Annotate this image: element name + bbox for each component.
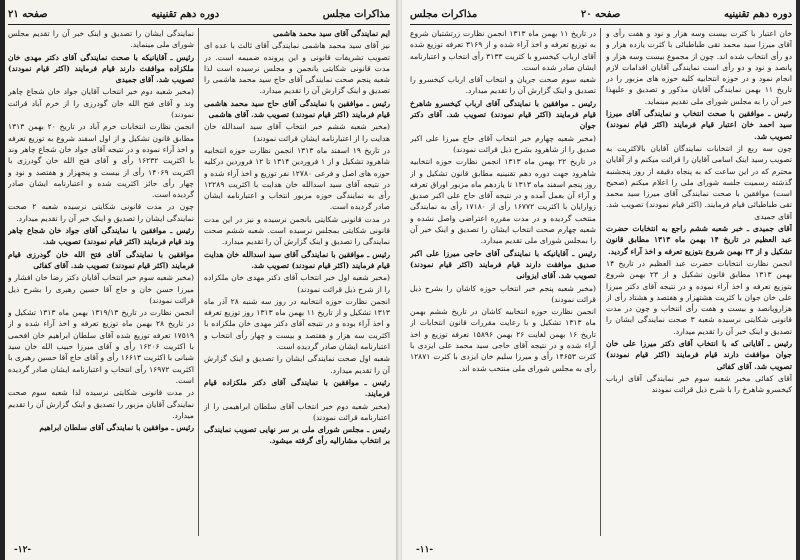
speaker-paragraph: رئیس ـ موافقین با نمایندگی آقای ارباب کیخسرو شاهرخ قیام فرمایند (اکثر قیام نمودند) تصویب شد. آقای دکتر جوان — [410, 98, 596, 131]
speaker-paragraph: رئیس ـ آقایانی که با انتخاب آقای دکتر میرزا علی خان جوان موافقت دارند قیام فرمایند (اکثر قیام نمودند) تصویب شد. آقای کفائی — [606, 339, 792, 371]
text-paragraph: شعبه اول صحت نمایندگی ایشان را تصدیق و اینک گزارش آن را تقدیم میدارد. — [204, 354, 390, 375]
header-session: دوره دهم تقنینیه — [724, 8, 792, 20]
header-title: مذاکرات مجلس — [410, 8, 478, 20]
speaker-paragraph: رئیس ـ مجلس شورای ملی بر سر نهایی تصویب نمایندگی بر انتخاب مشارالیه رأی گرفته میشود. — [204, 425, 390, 446]
text-paragraph: چون در مدت قانونی شکایتی نرسیده شعبه ۲ صحت نمایندگی ایشان را تصدیق و اینک خبر آن را تقدیم میدارد. — [8, 202, 194, 223]
text-paragraph: انجمن نظارت در تاریخ ۱۳۱۹/۱۳ بهمن ماه ۱۳۱۳ تشکیل و در تاریخ ۲۸ بهمن ماه توزیع تعرفه و اخذ آراء شده و از ۱۷۵۱۹ تعرفه توزیع شده آقای سلطان ابراهیم خان افخمی با اکثریت ۱۶۲۰۶ رأی و آقای میرزا حبیب الله خان سید شبانی با اکثریت ۱۶۶۱۳ رأی و آقای حاج آقا حسین رهبری با اکثریت ۱۶۹۷۲ رأی انتخاب و اعتبارنامه ایشان صادر گردیده است. — [8, 308, 194, 385]
text-paragraph: شعبه سوم صحت جریان و انتخاب آقای ارباب کیخسرو را تصدیق و اینک گزارش آن را تقدیم میدارد. — [410, 75, 596, 96]
scan-edge — [0, 0, 5, 560]
text-paragraph: (مخبر شعبه ششم خبر انتخاب آقای سید اسدالله خان هدایت را از اعتبارنامه ایشان قرائت نمودند) — [204, 122, 390, 143]
speaker-paragraph: رئیس ـ موافقین با صحت انتخاب و نمایندگی آقای میرزا سید احمد خان اعتبار قیام فرمایند (اکثر قیام نمودند) تصویب شد. — [606, 109, 792, 141]
text-paragraph: (مخبر شعبه اول خبر انتخاب آقای دکتر مهدی خان ملکزاده را از شرح ذیل قرائت نمودند) — [204, 273, 390, 294]
speaker-paragraph: آقای جمیدی ـ خبر شعبه ششم راجع به انتخابات حضرت عبد العظیم در تاریخ ۱۴ بهمن ماه ۱۳۱۳ مطابق قانون تشکیل و از ۲۳ بهمن شروع بتوزیع تعرفه و اخذ آراء گردید. — [606, 224, 792, 256]
column-divider — [600, 28, 601, 536]
page-header — [410, 6, 792, 22]
text-paragraph: انجمن نظارت انتخابات خرم آباد در تاریخ ۲۰ بهمن ۱۳۱۳ مطابق قانون تشکیل و از اول اسفند شروع به توزیع تعرفه و اخذ آراء نموده و در نتیجه آقای جواد خان شجاع چاهر وند با اکثریت ۱۶۲۳۲ رأی و آقای فتح الله خان گودرزی با اکثریت ۱۴۰۶۹ رأی از بیست و پنجهزار و هفتصد و نود و چهار رأی حائز اکثریت شده و اعتبارنامه ایشان صادر گردیده است. — [8, 122, 194, 200]
text-paragraph: (مخبر شعبه چهارم خبر انتخاب آقای حاج میرزا علی اکبر صدیق را از شاهرود بشرح ذیل قرائت نمودند) — [410, 133, 596, 154]
column-right — [606, 28, 792, 538]
speaker-paragraph: ایم نمایندگی آقای سید محمد هاشمی — [272, 29, 390, 38]
text-paragraph: (مخبر شعبه سوم خبر انتخاب آقایان دکتر رضا خان افشار و میرزا حسن خان و حاج آقا حسین رهبری را بشرح ذیل قرائت نمودند) — [8, 273, 194, 305]
text-paragraph: (مخبر شعبه دوم خبر انتخاب آقایان جواد خان شجاع چاهر وند و آقای فتح الله خان گودرزی را از خرم آباد قرائت نمودند) — [8, 87, 194, 120]
text-paragraph: انجمن نظارت انتخابات حضرت عبد العظیم در تاریخ ۱۴ بهمن ۱۳۱۳ مطابق قانون تشکیل و از ۲۳ بهمن شروع بتوزیع تعرفه و اخذ آراء نموده و در نتیجه آقای دکتر میرزا علی خان جوان با کثریت هشتهزار و هفتصد و هشتاد رأی از هزاروپانصد و بیست و هفت رأی انتخاب و چون در مدت قانونی شکایتی نرسیده شعبه ۳ صحت نمایندگی ایشان را تصدیق و اینک خبر آن را تقدیم میدارد. — [606, 258, 792, 336]
header-page-label: صفحه ۲۱ — [8, 8, 48, 20]
speaker-paragraph: رئیس ـ موافقین با نمایندگی آقای سید اسدالله خان هدایت قیام فرمایند (اکثر قیام نمودند) تصویب شد. — [204, 249, 390, 270]
text-paragraph: در مدت قانونی شکایتی نرسیده لذا شعبه سوم صحت نمایندگی آقایان مزبور را تصدیق و اینک گزارش آن را تقدیم میدارد. — [8, 388, 194, 420]
header-page-label: صفحه ۲۰ — [580, 8, 621, 20]
text-paragraph: چون سه ربع از انتخابات نمایندگان آقایان بالاکثریت به تصویب رسید اینک اسامی آقایان را قرائت میکنم و از آقایان محترم که در این ساعت که به پنجاه دقیقه از روز پنجشنبه گذشته رسمیت جلسه شورای ملی را اعلام میکنم (صحیح است) موافقین با صحت نمایندگی آقای میرزا سید محمد تقی طباطبائی قیام فرمایند. (اکثر قیام نمودند) تصویب شد. آقای جمیدی — [606, 143, 792, 221]
text-paragraph: نیز آقای سید محمد هاشمی نمایندگی آقای ثالث با عده ای تصویب تشریفات قانونی و این پرونده ضمیمه است. در مدت قانونی شکایتی بانجمن و مجلس نرسیده است لذا شعبه پنجم صحت نمایندگی آقای حاج سید محمد هاشمی را تصدیق و اینک گزارش آن را تقدیم میدارد. — [204, 41, 390, 96]
speaker-paragraph: رئیس ـ موافقین با نمایندگی آقای دکتر ملکزاده قیام فرمایند. — [204, 377, 390, 399]
column-left — [410, 28, 596, 538]
text-paragraph: در تاریخ ۲۲ بهمن ماه ۱۳۱۳ انجمن نظارت حوزه انتخابیه شاهرود جهت دوره دهم تقنینیه مطابق قانون تشکیل و از روز پنجم اسفند ماه ۱۳۱۳ تا یازدهم ماه مزبور اوراق تعرفه و آراء آن بعمل آمده و در نتیجه آقای حاج علی اکبر صدیق زوارایان با اکثریت ۱۶۷۷۲ رأی از ۱۷۱۸۰ رأی به نمایندگی منتخب گردیده و در مدت مقرره اعتراضی واصل نشده و شعبه چهارم صحت انتخاب ایشان را تصدیق و اینک خبر آن را بمجلس شورای ملی تقدیم میدارد. — [410, 157, 596, 246]
column-right — [204, 28, 390, 538]
text-paragraph: در تاریخ ۱۱ بهمن ماه ۱۳۱۳ انجمن نظارت زرتشتیان شروع به توزیع تعرفه و اخذ آراء شده و از ۳۱۶۹ تعرفه توزیع شده آقای ارباب کیخسرو با کثریت ۳۱۳۳ رأی انتخاب و اعتبارنامه ایشان صادر شده است. — [410, 29, 596, 72]
text-paragraph: در تاریخ ۱۹ اسفند ماه ۱۳۱۳ انجمن نظارت حوزه انتخابیه شاهرود تشکیل و از ۱ فروردین ۱۳۱۴ تا ۱۲ فروردین درکلیه حوزه های اصل و فرعی ۱۲۷۸۰ نفر توزیع و اخذ آراء شده و در نتیجه آقای سید اسدالله خان هدایت با اکثریت ۱۲۲۸۹ رأی به نمایندگی حوزه مزبور انتخاب و اعتبارنامه ایشان صادر گردیده است. — [204, 145, 390, 212]
header-rule — [8, 24, 390, 25]
text-paragraph: خان اعتبار با کثرت بیست وسه هزار و نود و هفت رأی و آقای میرزا سید محمد تقی طباطبائی با کثرت یازده هزار و دو رأی انتخاب شده اند. چون از مجموع بیست وسه هزار و پانصد و نود و دو رأی است نمایندگی آقایان اقدامات لازم انجام نمود و در حوزه انتخابیه کلیه حوزه های مزبور را در تاریخ ۱۱ بهمن نمایندگی آقایان مذکور و تصدیق و علیهذا خبر آن را به مجلس شورای ملی تقدیم مینماید. — [606, 29, 792, 106]
speaker-paragraph: رئیس ـ موافقین با نمایندگی آقای جواد خان شجاع چاهر وند قیام فرمایند (اکثر قیام نمودند) تصویب شد. — [8, 226, 194, 247]
speaker-paragraph: رئیس ـ موافقین با نمایندگی آقای سلطان ابراهیم — [39, 423, 194, 433]
header-session: دوره دهم تقنینیه — [151, 8, 220, 20]
text-paragraph: آقای کفائی مخبر شعبه سوم خبر نمایندگی آقای ارباب کیخسرو شاهرخ را با شرح ذیل قرائت نمودند — [606, 373, 792, 395]
speaker-paragraph: رئیس ـ آقایانیکه با نمایندگی آقای حاجی میرزا علی اکبر صدیق موافقت دارند قیام فرمایند (اکثر قیام نمودند) تصویب شد. آقای ایزوانی — [410, 248, 596, 281]
text-paragraph: انجمن نظارت حوزه انتخابیه در روز سه شنبه ۲۸ آذر ماه ۱۳۱۳ تشکیل و از تاریخ ۱۱ بهمن ماه ۱۳۱۳ روز توزیع تعرفه و اخذ آراء بوده و در نتیجه آقای دکتر مهدی خان ملکزاده با اکثریت سه هزار و هفتصد و بیست و چهار رأی انتخاب و اعتبارنامه ایشان صادر گردیده است. — [204, 296, 390, 352]
column-left — [8, 28, 194, 538]
speaker-paragraph: رئیس ـ آقایانیکه با صحت نمایندگی آقای دکتر مهدی خان ملکزاده موافقت دارند قیام فرمایند (اکثر قیام نمودند) تصویب شد. آقای جمیدی — [8, 52, 194, 85]
speaker-paragraph: موافقین با نمایندگی آقای فتح الله خان گودرزی قیام فرمایند (اکثر قیام نمودند) تصویب شد. آقای کفائی — [8, 249, 194, 270]
page-number: -۱۱- — [416, 545, 434, 555]
page-number: -۱۲- — [14, 545, 32, 555]
page-header — [8, 6, 390, 22]
text-paragraph: انجمن نظارت حوزه انتخابیه کاشان در تاریخ ششم بهمن ماه ۱۳۱۳ تشکیل و با رعایت مقررات قانون انتخابات از تاریخ ۱۶ بهمن لغایت ۲۶ بهمن ۱۵۸۹۶ تعرفه توزیع و اخذ آراء شده و در نتیجه آقای حاجی سید محمد علی ایزدی با کثرت ۱۴۶۵۳ رأی و میرزا سلیم خان ایزدی با کثرت ۱۲۸۷۱ رأی به مجلس شورای ملی منتخب شده اند. — [410, 307, 596, 373]
text-paragraph: (مخبر شعبه پنجم خبر انتخاب حوزه کاشان را بشرح ذیل قرائت نمودند) — [410, 283, 596, 304]
header-title: مذاکرات مجلس — [322, 8, 390, 20]
text-paragraph: (مخبر شعبه دوم خبر انتخاب آقای سلطان ابراهیمی را از اعتبارنامه قرائت نمودند) — [204, 401, 390, 422]
left-page — [0, 0, 398, 560]
column-divider — [198, 28, 199, 536]
text-paragraph: نمایندگی ایشان را تصدیق و اینک خبر آن را تقدیم مجلس شورای ملی مینماید. — [8, 29, 194, 50]
scan-edge — [796, 0, 800, 560]
right-page — [402, 0, 800, 560]
header-rule — [410, 24, 792, 25]
text-paragraph: در مدت قانونی شکایتی بانجمن نرسیده و نیز در این مدت قانونی شکایتی بمجلس نرسیده است. شعبه ششم صحت نمایندگی را تصدیق و اینک گزارش آن را تقدیم میدارد. — [204, 214, 390, 247]
speaker-paragraph: رئیس ـ موافقین با نمایندگی آقای حاج سید محمد هاشمی قیام فرمایند (اکثر قیام نمودند) تصویب شد. آقای هاشمی — [204, 98, 390, 120]
